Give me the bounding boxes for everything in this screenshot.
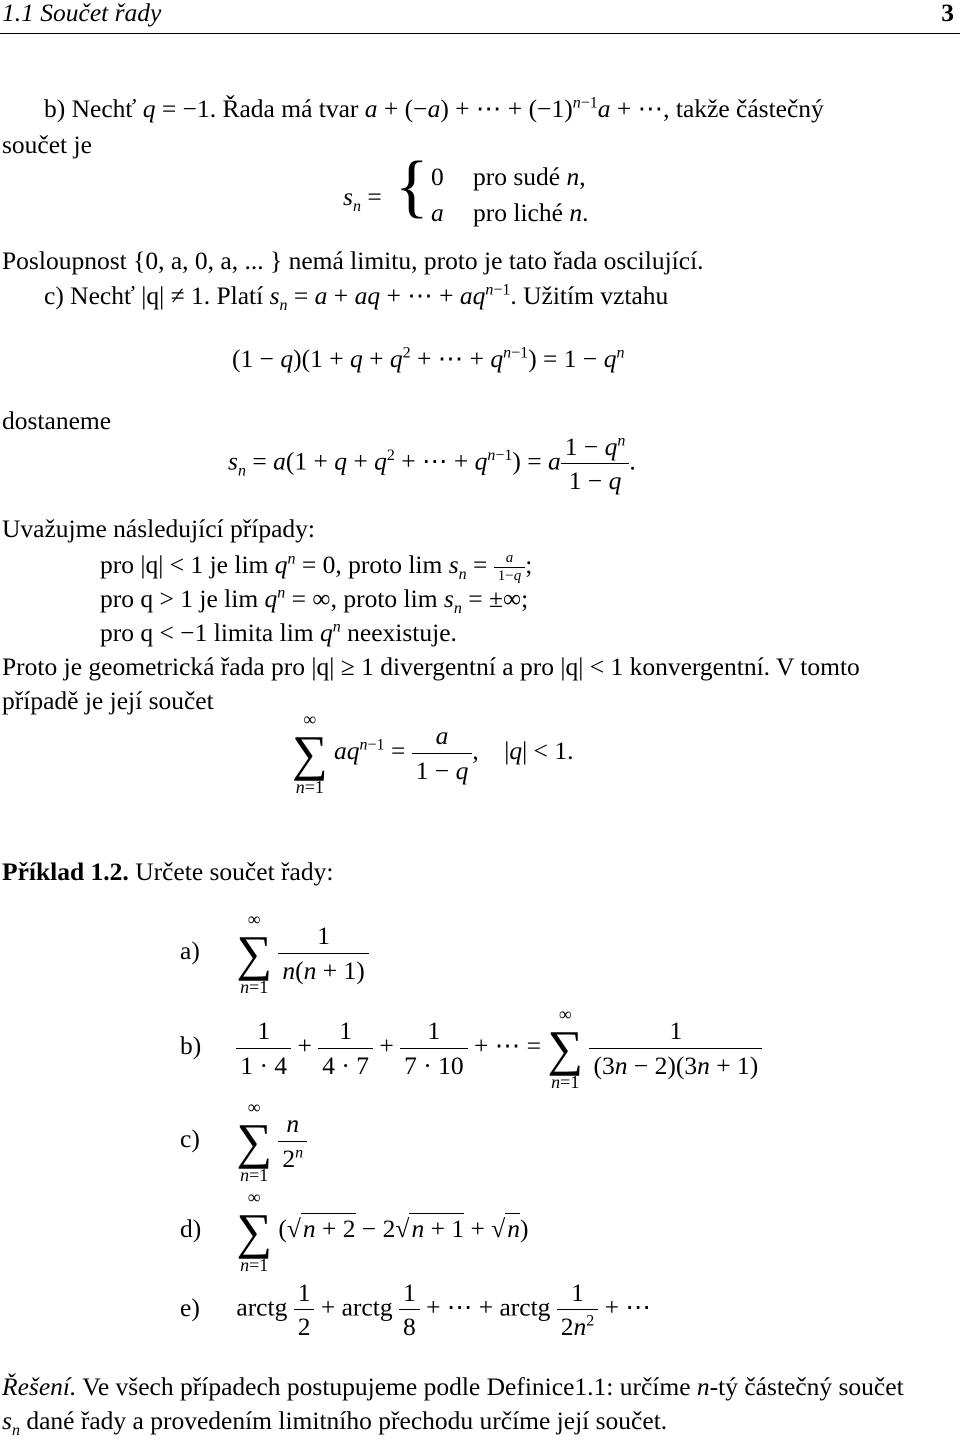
page: 1.1 Součet řady 3 b) Nechť q = −1. Řada má tvar a + (−a) + ⋯ + $(-1)^{n-1}a$ + ⋯, takže částečný součet je $s_n$ = { 0 pro sudé n, a pro liché n. Posloupnost {0, a, 0, a, ... } nemá limitu, proto je tato řada oscilující. c) Nechť |q| ≠ 1. Platí $s_n = a$ + aq + ⋯ + $aq^{n-1}$. Užitím vztahu $(1 - q)(1 + q + q^2$ + ⋯ + $q^{n-1}) = 1 - q^n$ dostaneme $s_n = a(1 + q + q^2$ + ⋯ + $q^{n-1}) = a$ $\frac{1 - q^n}{1 - q}$ . Uvažujme následující případy: pro |q| < 1 je $\lim q^n = 0$, proto $\lim s_n$ = $\frac{a}{1-q}$ ; pro q > 1 je $\lim q^n$ = ∞, proto $\lim s_n$ = ±∞; pro q < −1 limita $\lim q^n$ neexistuje. Proto je geometrická řada pro |q| ≥ 1 divergentní a pro |q| < 1 konvergentní. V tomto případě je její součet ∞ ∑ n=1 $aq^{n-1}$ = $\frac{a}{1 - q}$ , |q| < 1. Příklad 1.2. Určete součet řady: a) ∞ ∑ n=1 $\frac{1}{n(n + 1)}$ b) $\frac{1}{1 \cdot 4}$ + $\frac{1}{4 \cdot 7}$ + $\frac{1}{7 \cdot 10}$ + ⋯ = ∞ ∑ n=1 $\frac{1}{(3n - 2)(3n + 1)}$ c) ∞ ∑ n=1 $\frac{n}{2^n}$ d) ∞ ∑ n=1 (√n + 2 − 2√n + 1 + √n) e) arctg $\frac{1}{2}$ + arctg $\frac{1}{8}$ + ⋯ + arctg $\frac{1}{2n^2}$ + ⋯ Řešení. Ve všech případech postupujeme podle Definice1.1: určíme n-tý částečný součet $s_n$ dané řady a provedením limitního přechodu určíme její součet. [0, 0, 960, 1437]
equation-sn-closed: $s_n = a(1 + q + q^2$ + ⋯ + $q^{n-1}) = a$ $\frac{1 - q^n}{1 - q}$ . [228, 432, 636, 496]
reseni-line-2: $s_n$ dané řady a provedením limitního přechodu určíme její součet. [2, 1406, 668, 1440]
exercise-e: e) arctg $\frac{1}{2}$ + arctg $\frac{1}{8}$ + ⋯ + arctg $\frac{1}{2n^2}$ + ⋯ [180, 1278, 651, 1342]
case-3: pro q < −1 limita $\lim q^n$ neexistuje. [100, 618, 457, 647]
running-header [2, 0, 161, 29]
section-title: 1.1 Součet řady [2, 0, 162, 27]
paragraph-b: b) Nechť q = −1. Řada má tvar a + (−a) + ⋯ + $(-1)^{n-1}a$ + ⋯, takže částečný [44, 94, 824, 123]
reseni-line-1: Řešení. Ve všech případech postupujeme podle Definice1.1: určíme n-tý částečný součet [2, 1372, 904, 1401]
priklad-heading: Příklad 1.2. Určete součet řady: [2, 857, 334, 886]
uvazujme-line: Uvažujme následující případy: [2, 514, 315, 543]
header-rule [0, 33, 960, 34]
proto-line-1: Proto je geometrická řada pro |q| ≥ 1 divergentní a pro |q| < 1 konvergentní. V tomto [2, 652, 860, 681]
case-2: pro q > 1 je $\lim q^n$ = ∞, proto $\lim s_n$ = ±∞; [100, 584, 529, 618]
proto-line-2: případě je její součet [2, 686, 214, 715]
page-number: 3 [941, 0, 954, 27]
exercise-c: c) ∞ ∑ n=1 $\frac{n}{2^n}$ [180, 1098, 307, 1184]
equation-geom-sum: ∞ ∑ n=1 $aq^{n-1}$ = $\frac{a}{1 - q}$ , |q| < 1. [292, 709, 574, 797]
equation-geom-identity: $(1 - q)(1 + q + q^2$ + ⋯ + $q^{n-1}) = 1 - q^n$ [232, 344, 625, 373]
case-1: pro |q| < 1 je $\lim q^n = 0$, proto $\lim s_n$ = $\frac{a}{1-q}$ ; [100, 550, 533, 584]
exercise-b: b) $\frac{1}{1 \cdot 4}$ + $\frac{1}{4 \cdot 7}$ + $\frac{1}{7 \cdot 10}$ + ⋯ = ∞ ∑ n=1 $\frac{1}{(3n - 2)(3n + 1)}$ [180, 1005, 762, 1091]
exercise-d: d) ∞ ∑ n=1 (√n + 2 − 2√n + 1 + √n) [180, 1187, 529, 1275]
posloupnost-line: Posloupnost {0, a, 0, a, ... } nemá limitu, proto je tato řada oscilující. [2, 246, 704, 275]
exercise-a: a) ∞ ∑ n=1 $\frac{1}{n(n + 1)}$ [180, 910, 369, 996]
dostaneme-label: dostaneme [2, 406, 112, 435]
paragraph-b-cont: součet je [2, 130, 92, 159]
paragraph-c: c) Nechť |q| ≠ 1. Platí $s_n = a$ + aq + ⋯ + $aq^{n-1}$. Užitím vztahu [44, 281, 669, 315]
